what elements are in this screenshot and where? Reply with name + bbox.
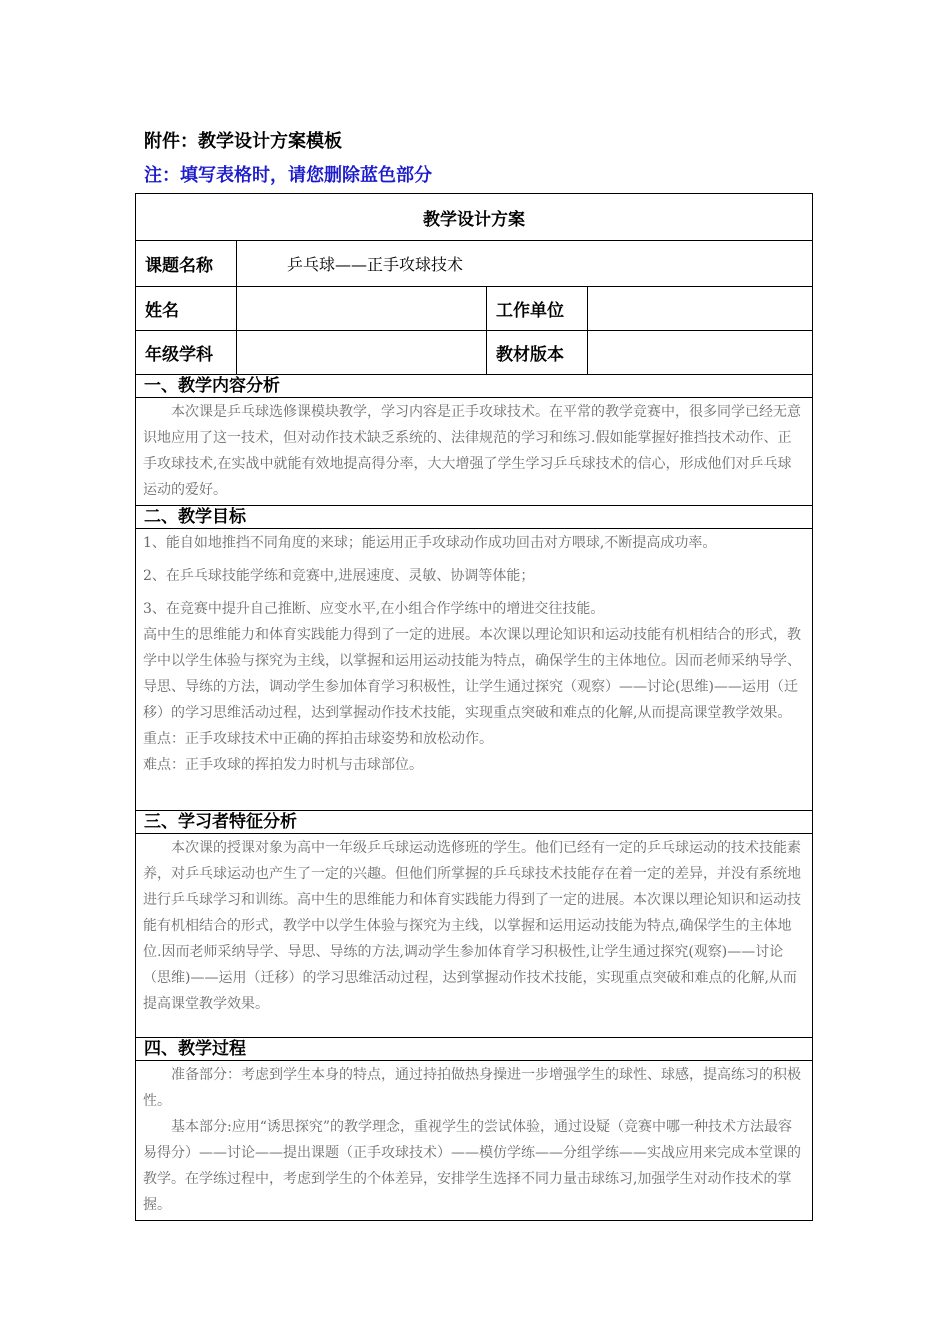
grade-subject-value[interactable]: [237, 331, 487, 375]
teaching-design-table: [135, 193, 813, 1221]
process-heading: 四、教学过程: [136, 1038, 813, 1061]
objectives-paragraph: 高中生的思维能力和体育实践能力得到了一定的进展。本次课以理论知识和运动技能有机相结合的形式，教学中以学生体验与探究为主线，以掌握和运用运动技能为特点，确保学生的主体地位。因而老师采纳导学、导思、导练的方法，调动学生参加体育学习积极性，让学生通过探究（观察）——讨论(思维)——运用（迁移）的学习思维活动过程，达到掌握动作技术技能，实现重点突破和难点的化解,从而提高课堂教学效果。: [143, 627, 801, 721]
objective-item: 1、能自如地推挡不同角度的来球；能运用正手攻球动作成功回击对方喂球,不断提高成功率。: [143, 535, 717, 551]
learner-analysis-paragraph: 本次课的授课对象为高中一年级乒乓球运动选修班的学生。他们已经有一定的乒乓球运动的技术技能素养，对乒乓球运动也产生了一定的兴趣。但他们所掌握的乒乓球技术技能存在着一定的差异，并没有系统地进行乒乓球学习和训练。高中生的思维能力和体育实践能力得到了一定的进展。本次课以理论知识和运动技能有机相结合的形式，教学中以学生体验与探究为主线，以掌握和运用运动技能为特点,确保学生的主体地位.因而老师采纳导学、导思、导练的方法,调动学生参加体育学习积极性,让学生通过探究(观察)——讨论（思维)——运用（迁移）的学习思维活动过程，达到掌握动作技术技能，实现重点突破和难点的化解,从而提高课堂教学效果。: [143, 840, 801, 1012]
key-point: 重点：正手攻球技术中正确的挥拍击球姿势和放松动作。: [143, 731, 493, 747]
process-paragraph: 基本部分:应用“诱思探究”的教学理念，重视学生的尝试体验，通过设疑（竞赛中哪一种技术方法最容易得分）——讨论——提出课题（正手攻球技术）——模仿学练——分组学练——实战应用来完成本堂课的教学。在学练过程中，考虑到学生的个体差异，安排学生选择不同力量击球练习,加强学生对动作技术的掌握。: [143, 1119, 801, 1213]
work-unit-label: 工作单位: [487, 287, 588, 331]
textbook-version-label: 教材版本: [487, 331, 588, 375]
table-title: 教学设计方案: [136, 194, 813, 241]
name-label: 姓名: [136, 287, 237, 331]
topic-label: 课题名称: [136, 241, 237, 287]
textbook-version-value[interactable]: [588, 331, 813, 375]
work-unit-value[interactable]: [588, 287, 813, 331]
topic-value[interactable]: 乒乓球——正手攻球技术: [237, 241, 813, 287]
grade-subject-label: 年级学科: [136, 331, 237, 375]
objective-item: 3、在竞赛中提升自己推断、应变水平,在小组合作学练中的增进交往技能。: [143, 601, 605, 617]
process-paragraph: 准备部分：考虑到学生本身的特点，通过持拍做热身操进一步增强学生的球性、球感，提高练习的积极性。: [143, 1067, 801, 1109]
content-analysis-paragraph: 本次课是乒乓球选修课模块教学，学习内容是正手攻球技术。在平常的教学竞赛中，很多同学已经无意识地应用了这一技术，但对动作技术缺乏系统的、法律规范的学习和练习.假如能掌握好推挡技术动作、正手攻球技术,在实战中就能有效地提高得分率，大大增强了学生学习乒乓球技术的信心，形成他们对乒乓球运动的爱好。: [143, 404, 801, 498]
difficult-point: 难点：正手攻球的挥拍发力时机与击球部位。: [143, 757, 423, 773]
attachment-title: 附件：教学设计方案模板: [144, 131, 342, 152]
process-body[interactable]: [136, 1061, 813, 1221]
learner-analysis-body[interactable]: [136, 834, 813, 1038]
blue-note: 注：填写表格时，请您删除蓝色部分: [144, 165, 432, 186]
content-analysis-body[interactable]: [136, 398, 813, 506]
content-analysis-heading: 一、教学内容分析: [136, 375, 813, 398]
objectives-heading: 二、教学目标: [136, 506, 813, 529]
objective-item: 2、在乒乓球技能学练和竞赛中,进展速度、灵敏、协调等体能；: [143, 568, 535, 584]
learner-analysis-heading: 三、学习者特征分析: [136, 811, 813, 834]
objectives-body[interactable]: [136, 529, 813, 811]
name-value[interactable]: [237, 287, 487, 331]
